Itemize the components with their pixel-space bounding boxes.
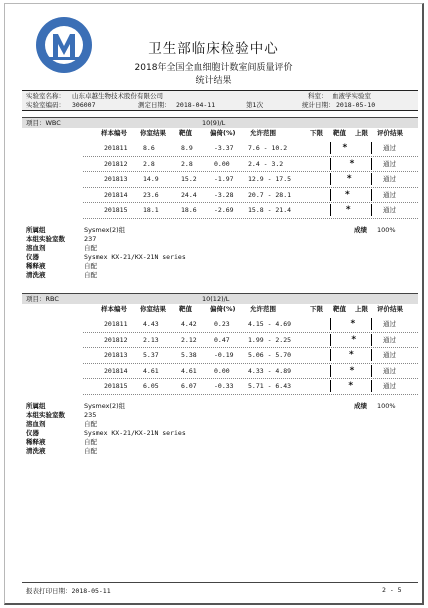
score-label: 成绩 bbox=[354, 226, 367, 234]
bias-marker: * bbox=[351, 334, 357, 345]
table-row bbox=[22, 364, 418, 378]
col-target: 靶值 bbox=[179, 129, 192, 137]
cell-bias: -3.37 bbox=[214, 144, 234, 152]
cell-result: 23.6 bbox=[143, 190, 159, 199]
col-target: 靶值 bbox=[179, 305, 192, 313]
cleaner-value: 自配 bbox=[84, 447, 97, 455]
col-lower: 下限 bbox=[310, 305, 323, 313]
lab-name-label: 实验室名称： bbox=[26, 92, 65, 100]
bias-marker: * bbox=[346, 174, 352, 184]
lab-info-row-2 bbox=[22, 100, 418, 111]
cell-eval: 通过 bbox=[383, 206, 396, 214]
cleaner-label: 清洗液 bbox=[26, 447, 46, 455]
cell-eval: 通过 bbox=[383, 382, 396, 390]
cell-sample: 201813 bbox=[104, 175, 128, 183]
print-date-value: 2018-05-11 bbox=[71, 587, 111, 595]
col-result: 你室结果 bbox=[140, 129, 166, 137]
cell-range: 4.15 - 4.69 bbox=[248, 320, 292, 328]
section-unit: 10(12)/L bbox=[202, 295, 230, 303]
print-date bbox=[26, 586, 111, 595]
cell-bias: 0.47 bbox=[214, 335, 230, 344]
bias-plot bbox=[330, 189, 372, 201]
count-label: 本组实验室数 bbox=[26, 411, 65, 419]
bias-plot bbox=[330, 365, 372, 377]
bias-marker: * bbox=[342, 143, 348, 153]
cell-sample: 201814 bbox=[104, 190, 128, 199]
cell-bias: -0.19 bbox=[214, 351, 234, 359]
instrument-label: 仪器 bbox=[26, 253, 39, 261]
test-date: 2018-04-11 bbox=[176, 101, 216, 109]
cleaner-value: 自配 bbox=[84, 271, 97, 279]
section-item: 项目：RBC bbox=[26, 295, 59, 303]
col-result: 你室结果 bbox=[140, 305, 166, 313]
cell-sample: 201815 bbox=[104, 206, 128, 214]
cell-bias: 0.00 bbox=[214, 366, 230, 375]
cell-range: 5.71 - 6.43 bbox=[248, 382, 292, 390]
col-range: 允许范围 bbox=[250, 305, 276, 313]
anticoag-label: 溶血剂 bbox=[26, 244, 46, 252]
cell-bias: -0.33 bbox=[214, 382, 234, 390]
section-unit: 10(9)/L bbox=[202, 119, 226, 127]
cell-target: 8.9 bbox=[181, 144, 193, 152]
lab-code: 306007 bbox=[72, 101, 96, 109]
score-label: 成绩 bbox=[354, 402, 367, 410]
group-label: 所属组 bbox=[26, 226, 46, 234]
diluent-label: 稀释液 bbox=[26, 438, 46, 446]
anticoag-value: 自配 bbox=[84, 244, 97, 252]
count-value: 235 bbox=[84, 411, 97, 419]
cell-eval: 通过 bbox=[383, 366, 396, 375]
lab-code-label: 实验室编码： bbox=[26, 101, 65, 109]
cell-target: 6.07 bbox=[181, 382, 197, 390]
table-row bbox=[22, 203, 418, 217]
bias-marker: * bbox=[349, 350, 354, 360]
cell-eval: 通过 bbox=[383, 144, 396, 152]
cell-sample: 201812 bbox=[104, 159, 128, 168]
footer-divider bbox=[22, 582, 418, 583]
cell-bias: -2.69 bbox=[214, 206, 234, 214]
cell-range: 15.8 - 21.4 bbox=[248, 206, 292, 214]
diluent-value: 自配 bbox=[84, 262, 97, 270]
group-label: 所属组 bbox=[26, 402, 46, 410]
cell-result: 6.05 bbox=[143, 382, 159, 390]
report-title: 卫生部临床检验中心 bbox=[148, 41, 279, 57]
cell-bias: 0.00 bbox=[214, 159, 230, 168]
cell-eval: 通过 bbox=[383, 320, 396, 328]
row-divider bbox=[83, 394, 418, 395]
cell-result: 2.13 bbox=[143, 335, 159, 344]
lab-name: 山东卓越生物技术股份有限公司 bbox=[72, 92, 163, 100]
cell-result: 8.6 bbox=[143, 144, 155, 152]
count-value: 237 bbox=[84, 235, 97, 243]
cell-target: 18.6 bbox=[181, 206, 197, 214]
cell-bias: 0.23 bbox=[214, 320, 230, 328]
table-row bbox=[22, 317, 418, 331]
instrument-value: Sysmex KX-21/KX-21N series bbox=[84, 429, 186, 437]
bias-marker: * bbox=[350, 319, 356, 329]
bias-plot bbox=[330, 334, 372, 346]
cell-sample: 201811 bbox=[104, 320, 128, 328]
instrument-value: Sysmex KX-21/KX-21N series bbox=[84, 253, 186, 261]
bias-marker: * bbox=[349, 365, 355, 376]
group-value: Sysmex(2)组 bbox=[84, 226, 126, 234]
cell-target: 4.61 bbox=[181, 366, 197, 375]
cell-range: 2.4 - 3.2 bbox=[248, 159, 284, 168]
stat-date: 2018-05-10 bbox=[336, 101, 376, 109]
bias-plot bbox=[330, 142, 372, 154]
section-item: 项目：WBC bbox=[26, 119, 61, 127]
instrument-label: 仪器 bbox=[26, 429, 39, 437]
bias-marker: * bbox=[349, 158, 355, 169]
bias-marker: * bbox=[345, 205, 351, 215]
cell-target: 5.38 bbox=[181, 351, 197, 359]
cell-target: 2.12 bbox=[181, 335, 197, 344]
cell-eval: 通过 bbox=[383, 159, 396, 168]
cell-eval: 通过 bbox=[383, 335, 396, 344]
cell-result: 4.43 bbox=[143, 320, 159, 328]
cleaner-label: 清洗液 bbox=[26, 271, 46, 279]
section-header-wbc bbox=[22, 117, 418, 128]
anticoag-value: 自配 bbox=[84, 420, 97, 428]
col-upper: 上限 bbox=[355, 129, 368, 137]
table-row bbox=[22, 157, 418, 171]
bias-plot bbox=[330, 318, 372, 330]
report-subtitle-2: 统计结果 bbox=[195, 76, 232, 86]
cell-sample: 201815 bbox=[104, 382, 128, 390]
column-header bbox=[22, 304, 418, 314]
cell-target: 15.2 bbox=[181, 175, 197, 183]
cell-eval: 通过 bbox=[383, 175, 396, 183]
cell-range: 4.33 - 4.89 bbox=[248, 366, 292, 375]
anticoag-label: 溶血剂 bbox=[26, 420, 46, 428]
cell-target: 24.4 bbox=[181, 190, 197, 199]
cell-result: 4.61 bbox=[143, 366, 159, 375]
cell-range: 1.99 - 2.25 bbox=[248, 335, 292, 344]
cell-sample: 201814 bbox=[104, 366, 128, 375]
diluent-label: 稀释液 bbox=[26, 262, 46, 270]
cell-range: 20.7 - 28.1 bbox=[248, 190, 292, 199]
col-eval: 评价结果 bbox=[377, 129, 403, 137]
cell-result: 2.8 bbox=[143, 159, 155, 168]
cell-bias: -1.97 bbox=[214, 175, 234, 183]
cell-range: 7.6 - 10.2 bbox=[248, 144, 288, 152]
table-row bbox=[22, 172, 418, 186]
report-subtitle: 2018年全国全血细胞计数室间质量评价 bbox=[134, 63, 293, 73]
round: 第1次 bbox=[246, 101, 264, 109]
report-page bbox=[4, 3, 424, 605]
bias-plot bbox=[330, 204, 372, 216]
diluent-value: 自配 bbox=[84, 438, 97, 446]
row-divider bbox=[83, 218, 418, 219]
cell-range: 5.06 - 5.70 bbox=[248, 351, 292, 359]
cell-result: 5.37 bbox=[143, 351, 159, 359]
col-bias: 偏倚(%) bbox=[210, 129, 236, 137]
bias-marker: * bbox=[348, 381, 354, 391]
dept-label: 科室： bbox=[308, 92, 328, 100]
table-row bbox=[22, 141, 418, 155]
col-upper: 上限 bbox=[355, 305, 368, 313]
col-lower: 下限 bbox=[310, 129, 323, 137]
cell-result: 18.1 bbox=[143, 206, 159, 214]
test-date-label: 测定日期： bbox=[138, 101, 171, 109]
dept-name: 血液学实验室 bbox=[332, 92, 371, 100]
bias-plot bbox=[330, 173, 372, 185]
group-value: Sysmex(2)组 bbox=[84, 402, 126, 410]
table-row bbox=[22, 333, 418, 347]
section-header-rbc bbox=[22, 293, 418, 304]
cell-eval: 通过 bbox=[383, 190, 396, 199]
col-range: 允许范围 bbox=[250, 129, 276, 137]
print-date-label: 报表打印日期： bbox=[26, 587, 72, 595]
cell-sample: 201812 bbox=[104, 335, 128, 344]
page-number: 2 - 5 bbox=[382, 586, 402, 594]
stat-date-label: 统计日期： bbox=[302, 101, 335, 109]
bias-plot bbox=[330, 158, 372, 170]
score-value: 100% bbox=[377, 226, 396, 234]
bias-plot bbox=[330, 380, 372, 392]
table-row bbox=[22, 379, 418, 393]
bias-marker: * bbox=[345, 189, 350, 200]
cell-result: 14.9 bbox=[143, 175, 159, 183]
col-sample: 样本编号 bbox=[101, 129, 127, 137]
cell-sample: 201813 bbox=[104, 351, 128, 359]
col-bias: 偏倚(%) bbox=[210, 305, 236, 313]
cell-target: 4.42 bbox=[181, 320, 197, 328]
table-row bbox=[22, 188, 418, 202]
cell-sample: 201811 bbox=[104, 144, 128, 152]
column-header bbox=[22, 128, 418, 138]
score-value: 100% bbox=[377, 402, 396, 410]
col-target-plot: 靶值 bbox=[333, 129, 346, 137]
table-row bbox=[22, 348, 418, 362]
bias-plot bbox=[330, 349, 372, 361]
cell-target: 2.8 bbox=[181, 159, 193, 168]
cell-bias: -3.28 bbox=[214, 190, 234, 199]
col-target-plot: 靶值 bbox=[333, 305, 346, 313]
col-sample: 样本编号 bbox=[101, 305, 127, 313]
count-label: 本组实验室数 bbox=[26, 235, 65, 243]
cell-eval: 通过 bbox=[383, 351, 396, 359]
cell-range: 12.9 - 17.5 bbox=[248, 175, 292, 183]
col-eval: 评价结果 bbox=[377, 305, 403, 313]
